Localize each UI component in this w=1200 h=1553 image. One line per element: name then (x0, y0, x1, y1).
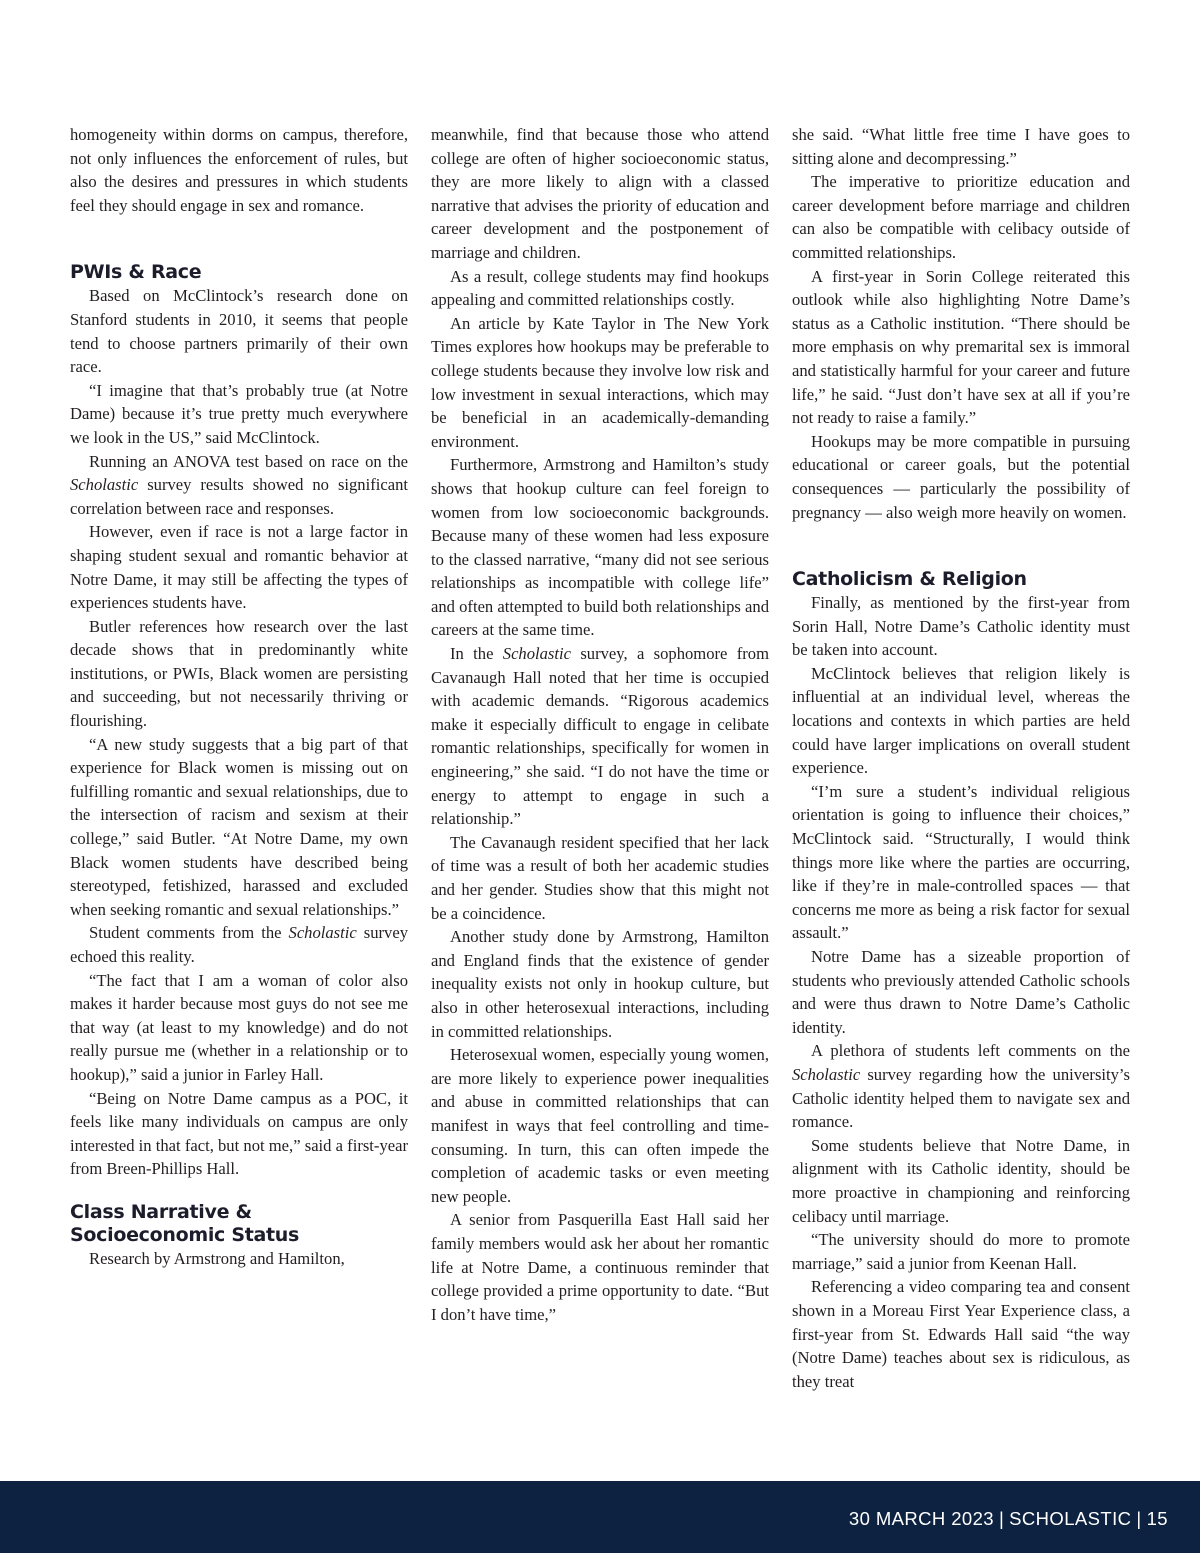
body-paragraph: An article by Kate Taylor in The New York Times explores how hookups may be preferable to college students because they involve low risk and low investment in sexual interactions, which may be beneficial in an academically-demanding environment. (431, 313, 769, 451)
body-paragraph: The imperative to prioritize education and career development before marriage and children can also be compatible with celibacy outside of committed relationships. (792, 172, 1130, 262)
section-spacer (70, 1181, 408, 1201)
body-paragraph: Hookups may be more compatible in pursuing educational or career goals, but the potential consequences — particularly the possibility of pregnancy — also weigh more heavily on women. (792, 431, 1130, 522)
body-paragraph: Some students believe that Notre Dame, in alignment with its Catholic identity, should be more proactive in championing and reinforcing celibacy until marriage. (792, 1135, 1130, 1226)
footer-text (849, 1508, 1168, 1530)
publication-name: SCHOLASTIC (1009, 1508, 1132, 1529)
page-number: 15 (1146, 1508, 1168, 1529)
body-paragraph: Research by Armstrong and Hamilton, (89, 1248, 345, 1268)
column-2 (431, 123, 769, 1326)
body-paragraph: Notre Dame has a sizeable proportion of students who previously attended Catholic schools and were thus drawn to Notre Dame’s Catholic identity. (792, 947, 1130, 1037)
body-paragraph: homogeneity within dorms on campus, therefore, not only influences the enforcement of rules, but also the desires and pressures in which students feel they should engage in sex and romance. (70, 125, 408, 215)
body-paragraph: A senior from Pasquerilla East Hall said her family members would ask her about her romantic life at Notre Dame, a continuous reminder that college provided a prime opportunity to date. “But I don’t have time,” (431, 1210, 769, 1324)
body-paragraph: Referencing a video comparing tea and consent shown in a Moreau First Year Experience class, a first-year from St. Edwards Hall said “the way (Notre Dame) teaches about sex is ridiculous, as they treat (792, 1277, 1130, 1391)
body-paragraph: Finally, as mentioned by the first-year from Sorin Hall, Notre Dame’s Catholic identity must be taken into account. (792, 593, 1130, 660)
body-paragraph: “The university should do more to promote marriage,” said a junior from Keenan Hall. (792, 1230, 1130, 1273)
issue-date: 30 MARCH 2023 (848, 1508, 994, 1529)
body-paragraph: Heterosexual women, especially young women, are more likely to experience power inequalities and abuse in committed relationships that can manifest in ways that feel controlling and time-consuming. In turn, this can often impede the completion of academic tasks or even meeting new people. (431, 1045, 769, 1206)
body-paragraph: A first-year in Sorin College reiterated this outlook while also highlighting Notre Dame’s status as a Catholic institution. “There should be more emphasis on why premarital sex is immoral and statistically harmful for your career and future life,” he said. “Just don’t have sex at all if you’re not ready to raise a family.” (792, 266, 1130, 428)
section-spacer (792, 524, 1130, 568)
column-3 (792, 123, 1130, 1393)
footer-separator: | (998, 1508, 1005, 1529)
page-footer (0, 1481, 1200, 1553)
body-paragraph: Furthermore, Armstrong and Hamilton’s study shows that hookup culture can feel foreign to women from low socioeconomic backgrounds. Because many of these women had less exposure to the classed narrative, “many did not see serious relationships as incompatible with college life” and often attempted to build both relationships and careers at the same time. (431, 455, 769, 640)
section-spacer (70, 217, 408, 261)
body-paragraph: Butler references how research over the last decade shows that in predominantly white institutions, or PWIs, Black women are persisting and succeeding, but not necessarily thriving or flourishing. (70, 616, 408, 731)
footer-separator: | (1136, 1508, 1142, 1529)
body-paragraph: As a result, college students may find hookups appealing and committed relationships costly. (431, 266, 769, 310)
body-paragraph: Another study done by Armstrong, Hamilton and England finds that the existence of gender inequality exists not only in hookup culture, but also in other heterosexual interactions, including in committed relationships. (431, 927, 769, 1041)
column-1 (70, 123, 408, 1271)
body-paragraph: A plethora of students left comments on the Scholastic survey regarding how the university’s Catholic identity helped them to navigate sex and romance. (792, 1041, 1130, 1132)
body-paragraph: she said. “What little free time I have goes to sitting alone and decompressing.” (792, 125, 1130, 168)
section-heading: Class Narrative & Socioeconomic Status (70, 1200, 300, 1246)
body-paragraph: In the Scholastic survey, a sophomore from Cavanaugh Hall noted that her time is occupied with academic demands. “Rigorous academics make it especially difficult to engage in celibate romantic relationships, specifically for women in engineering,” she said. “I do not have the time or energy to attempt to engage in such a relationship.” (431, 644, 769, 829)
body-paragraph: Running an ANOVA test based on race on the Scholastic survey results showed no significant correlation between race and responses. (70, 451, 408, 518)
body-paragraph: Student comments from the Scholastic survey echoed this reality. (70, 923, 408, 966)
body-paragraph: “I imagine that that’s probably true (at Notre Dame) because it’s true pretty much everywhere we look in the US,” said McClintock. (70, 380, 408, 447)
body-paragraph: “A new study suggests that a big part of that experience for Black women is missing out on fulfilling romantic and sexual relationships, due to the intersection of racism and sexism at their college,” said Butler. “At Notre Dame, my own Black women students have described being stereotyped, fetishized, harassed and excluded when seeking romantic and sexual relationships.” (70, 734, 408, 919)
body-paragraph: McClintock believes that religion likely is influential at an individual level, whereas the locations and contexts in which parties are held could have larger implications on overall student experience. (792, 663, 1130, 778)
body-paragraph: “The fact that I am a woman of color also makes it harder because most guys do not see me that way (at least to my knowledge) and do not really pursue me (whether in a relationship or to hookup),” said a junior in Farley Hall. (70, 970, 408, 1084)
body-paragraph: meanwhile, find that because those who attend college are often of higher socioeconomic status, they are more likely to align with a classed narrative that advises the priority of education and career development and the postponement of marriage and children. (431, 125, 769, 262)
section-heading: Catholicism & Religion (792, 568, 1027, 591)
body-paragraph: “I’m sure a student’s individual religious orientation is going to influence their choices,” McClintock said. “Structurally, I would think things more like where the parties are occurring, like if they’re in male-controlled spaces — that concerns me more as being a risk factor for sexual assault.” (792, 781, 1130, 943)
body-paragraph: The Cavanaugh resident specified that her lack of time was a result of both her academic studies and her gender. Studies show that this might not be a coincidence. (431, 832, 769, 923)
body-paragraph: “Being on Notre Dame campus as a POC, it feels like many individuals on campus are only interested in that fact, but not me,” said a first-year from Breen-Phillips Hall. (70, 1088, 408, 1179)
body-paragraph: Based on McClintock’s research done on Stanford students in 2010, it seems that people tend to choose partners primarily of their own race. (70, 286, 408, 377)
body-paragraph: However, even if race is not a large factor in shaping student sexual and romantic behavior at Notre Dame, it may still be affecting the types of experiences students have. (70, 522, 408, 613)
section-heading: PWIs & Race (70, 261, 202, 284)
